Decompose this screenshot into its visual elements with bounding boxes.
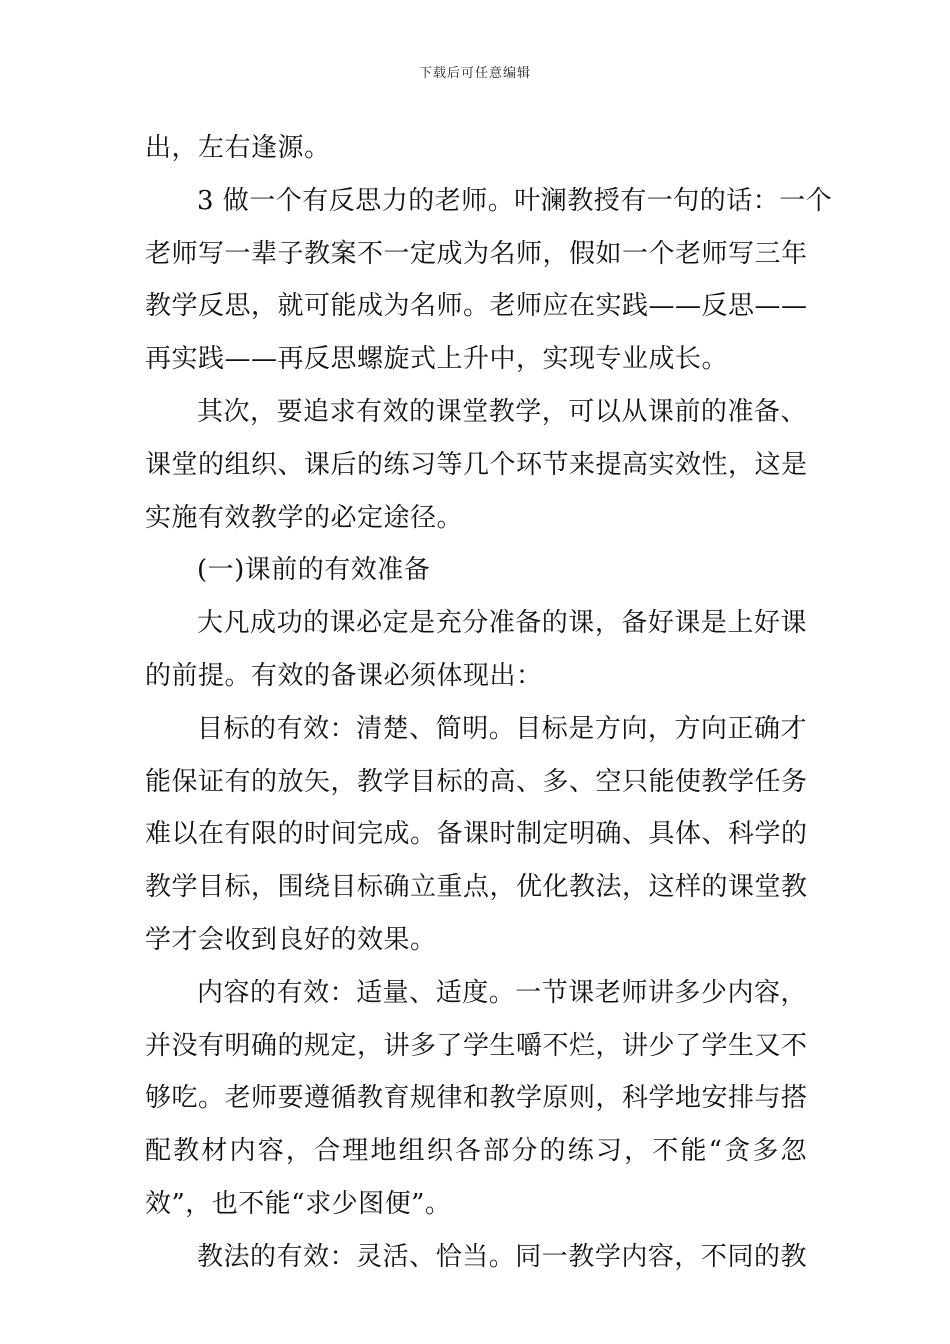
text-line: 出，左右逢源。 (145, 133, 331, 163)
text-line: 课堂的组织、课后的练习等几个环节来提高实效性，这是 (145, 449, 808, 480)
text-line: 配教材内容，合理地组织各部分的练习，不能“贪多忽 (145, 1136, 807, 1167)
section-heading: (一)课前的有效准备 (197, 555, 431, 586)
text-line: 教法的有效：灵活、恰当。同一教学内容，不同的教 (197, 1241, 807, 1272)
text-line: 内容的有效：适量、适度。一节课老师讲多少内容， (197, 977, 807, 1008)
text-line: 大凡成功的课必定是充分准备的课，备好课是上好课 (197, 608, 807, 639)
text-line: 难以在有限的时间完成。备课时制定明确、具体、科学的 (145, 819, 808, 850)
text-line: 并没有明确的规定，讲多了学生嚼不烂，讲少了学生又不 (145, 1030, 808, 1061)
text-line: 教学目标，围绕目标确立重点，优化教法，这样的课堂教 (145, 872, 808, 903)
text-line: 其次，要追求有效的课堂教学，可以从课前的准备、 (197, 396, 807, 427)
text-line: 老师写一辈子教案不一定成为名师，假如一个老师写三年 (145, 238, 808, 269)
text-line: 再实践——再反思螺旋式上升中，实现专业成长。 (145, 344, 729, 375)
text-line: 3 做一个有反思力的老师。叶澜教授有一句的话：一个 (197, 185, 833, 216)
text-line: 目标的有效：清楚、简明。目标是方向，方向正确才 (197, 713, 807, 744)
text-line: 能保证有的放矢，教学目标的高、多、空只能使教学任务 (145, 766, 808, 797)
header-note: 下载后可任意编辑 (418, 66, 531, 81)
text-line: 实施有效教学的必定途径。 (145, 502, 464, 533)
text-line: 的前提。有效的备课必须体现出： (145, 660, 543, 691)
text-line: 学才会收到良好的效果。 (145, 924, 437, 955)
text-line: 教学反思，就可能成为名师。老师应在实践——反思—— (145, 291, 808, 322)
document-body (145, 122, 833, 1284)
text-line: 够吃。老师要遵循教育规律和教学原则，科学地安排与搭 (145, 1083, 808, 1114)
text-line: 效”，也不能“求少图便”。 (145, 1188, 452, 1219)
